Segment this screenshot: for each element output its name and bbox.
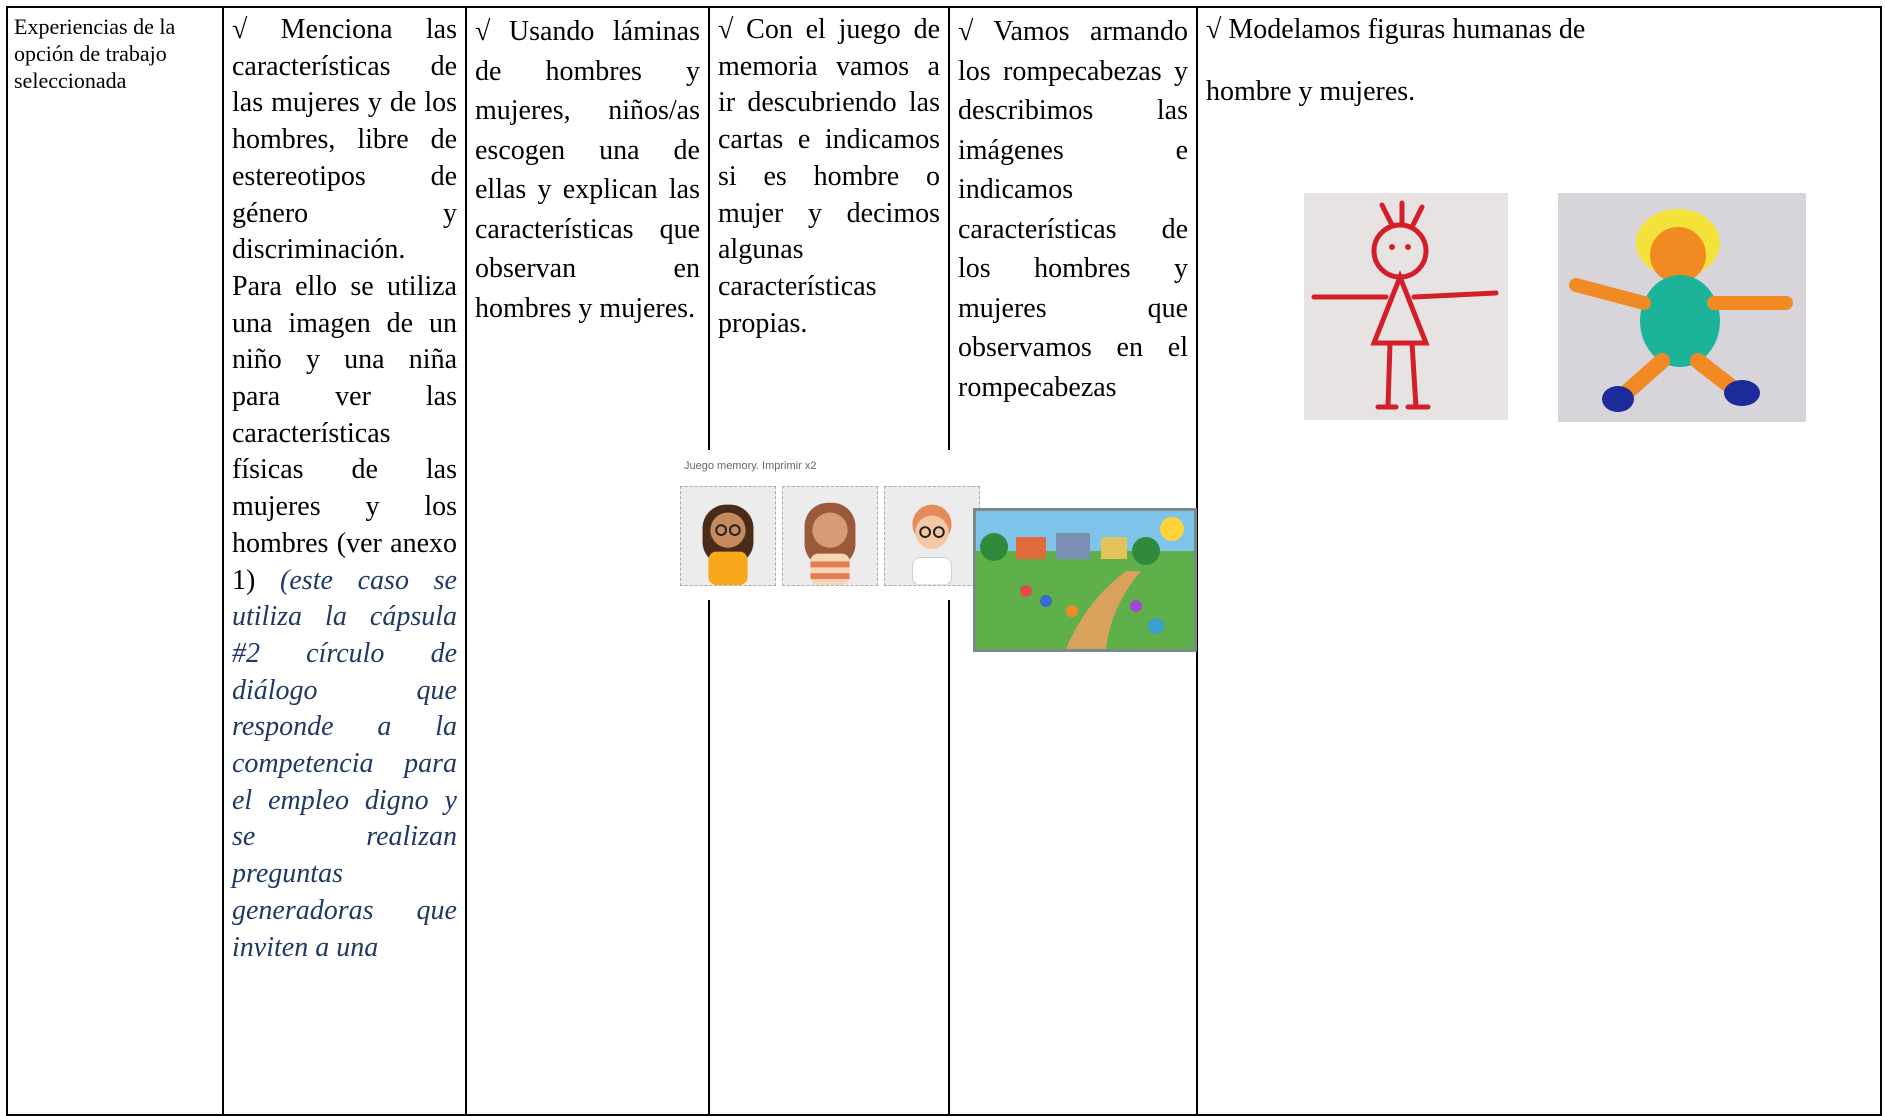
girl-glasses-illustration [681,487,775,585]
activity-1-italic-note: (este caso se utiliza la cápsula #2 círculo de diálogo que responde a la competencia para el empleo digno y se realizan preguntas generadoras que inviten a una [232,564,457,963]
memory-card-girl [782,486,878,586]
red-stick-figure-photo [1304,193,1508,420]
memory-cards [680,486,980,586]
red-string-figure-illustration [1304,193,1508,420]
boy-illustration [885,487,979,585]
row-label-cell [7,7,223,1115]
girl-illustration [783,487,877,585]
activity-2-text: √ Usando láminas de hombres y mujeres, niños/as escogen una de ellas y explican las características que observan en hombres y mujeres. [475,16,700,324]
memory-game-image [680,450,990,600]
activity-cell-1 [223,7,466,1115]
activity-cell-5 [1197,7,1881,1115]
activity-1-normal: √ Menciona las características de las mujeres y de los hombres, libre de estereotipos de género y discriminación. Para ello se utiliza una imagen de un niño y una niña para ver las características físicas de las mujeres y los hombres (ver anexo 1) [232,14,457,596]
row-label: Experiencias de la opción de trabajo seleccionada [14,14,176,93]
activity-4-text: √ Vamos armando los rompecabezas y describimos las imágenes e indicamos características de los hombres y mujeres que observamos en el rompecabezas [958,16,1188,403]
activity-5-line-1: √ Modelamos figuras humanas de [1206,14,1586,45]
plasticine-figure-photo [1558,193,1806,422]
memory-game-title: Juego memory. Imprimir x2 [684,460,817,472]
activity-1-text [232,12,457,966]
park-scene-illustration [976,511,1194,649]
memory-card-boy [884,486,980,586]
plasticine-doll-illustration [1558,193,1806,422]
activity-cell-2 [466,7,709,1115]
activity-5-line-2: hombre y mujeres. [1206,76,1416,107]
memory-card-girl-glasses [680,486,776,586]
puzzle-image [973,508,1197,652]
activity-3-text: √ Con el juego de memoria vamos a ir descubriendo las cartas e indicamos si es hombre o mujer y decimos algunas características propias. [718,14,940,339]
